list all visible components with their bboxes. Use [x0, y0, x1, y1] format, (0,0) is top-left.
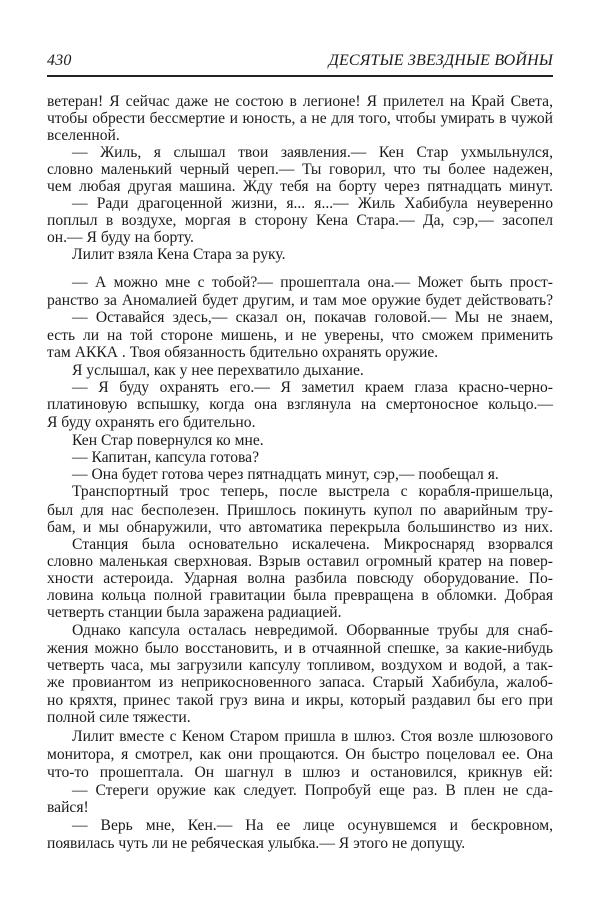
text-line: — Оставайся здесь,— сказал он, покачав головой.— Мы не знаем,	[72, 309, 553, 326]
text-line: Я буду охранять его бдительно.	[47, 414, 256, 431]
text-line: — А можно мне с тобой?— прошептала она.— Может быть прост-	[72, 274, 553, 291]
page-number: 430	[47, 52, 72, 69]
text-line: Станция была основательно искалечена. Микроснаряд взорвался	[72, 536, 553, 553]
text-line: Лилит вместе с Кеном Старом пришла в шлюз. Стоя возле шлюзового	[72, 728, 553, 745]
text-line: монитора, я смотрел, как они прощаются. Он быстро поцеловал ее. Она	[47, 746, 553, 763]
text-line: появилась чуть ли не ребяческая улыбка.— Я этого не допущу.	[47, 835, 466, 852]
text-line: — Жиль, я слышал твои заявления.— Кен Стар ухмыльнулся,	[72, 144, 553, 161]
text-line: Лилит взяла Кена Стара за руку.	[72, 246, 286, 263]
text-line: — Я буду охранять его.— Я заметил краем глаза красно-черно-	[72, 379, 553, 396]
text-line: словно маленькая сверхновая. Взрыв оставил огромный кратер на повер-	[47, 553, 553, 570]
text-line: там АККА . Твоя обязанность бдительно охранять оружие.	[47, 344, 439, 361]
text-line: Я услышал, как у нее перехватило дыхание.	[72, 362, 364, 379]
text-line: четверть станции была заражена радиацией.	[47, 604, 342, 621]
text-line: платиновую вспышку, когда она взглянула на смертоносное кольцо.—	[47, 396, 553, 413]
text-line: есть ли на той стороне мишень, и не уверены, что сможем применить	[47, 327, 553, 344]
text-line: Кен Стар повернулся ко мне.	[72, 432, 264, 449]
text-line: он.— Я буду на борту.	[47, 229, 194, 246]
text-line: Транспортный трос теперь, после выстрела с корабля-пришельца,	[72, 483, 553, 500]
text-line: ранство за Аномалией будет другим, и там мое оружие будет действовать?	[47, 292, 553, 309]
text-line: — Верь мне, Кен.— На ее лице осунувшемся и бескровном,	[72, 817, 553, 834]
text-line: словно маленький черный череп.— Ты говорил, что ты более надежен,	[47, 161, 553, 178]
text-line: четверть часа, мы загрузили капсулу топливом, воздухом и водой, а так-	[47, 657, 553, 674]
text-line: — Она будет готова через пятнадцать минут, сэр,— пообещал я.	[72, 466, 499, 483]
text-line: Однако капсула осталась невредимой. Оборванные трубы для снаб-	[72, 622, 553, 639]
text-line: — Капитан, капсула готова?	[72, 449, 259, 466]
text-line: ловина кольца полной гравитации была превращена в обломки. Добрая	[47, 587, 553, 604]
text-line: же провиантом из неприкосновенного запаса. Старый Хабибула, жалоб-	[47, 674, 553, 691]
text-line: что-то прошептала. Он шагнул в шлюз и остановился, крикнув ей:	[47, 764, 553, 781]
text-line: чем любая другая машина. Жду тебя на борту через пятнадцать минут.	[47, 178, 553, 195]
text-line: — Ради драгоценной жизни, я... я...— Жиль Хабибула неуверенно	[72, 195, 553, 212]
text-line: жения можно было восстановить, и в отчаянной спешке, за какие-нибудь	[47, 640, 553, 657]
text-line: поплыл в воздухе, моргая в сторону Кена Стара.— Да, сэр,— засопел	[47, 212, 553, 229]
text-line: хности астероида. Ударная волна разбила повсюду оборудование. По-	[47, 570, 553, 587]
text-line: бам, и мы обнаружили, что автоматика перекрыла большинство из них.	[47, 519, 553, 536]
text-line: вайся!	[47, 799, 89, 816]
text-line: чтобы обрести бессмертие и юность, а не для того, чтобы умирать в чужой	[47, 110, 553, 127]
running-title: ДЕСЯТЫЕ ЗВЕЗДНЫЕ ВОЙНЫ	[328, 52, 553, 69]
text-line: ветеран! Я сейчас даже не состою в легионе! Я прилетел на Край Света,	[47, 93, 553, 110]
text-line: полной силе тяжести.	[47, 709, 191, 726]
text-line: — Стереги оружие как следует. Попробуй еще раз. В плен не сда-	[72, 782, 553, 799]
header-rule	[47, 75, 553, 77]
text-line: но кряхтя, принес такой груз вина и икры, который раздавил бы его при	[47, 692, 553, 709]
text-line: вселенной.	[47, 127, 120, 144]
text-line: был для нас бесполезен. Пришлось покинуть купол по аварийным тру-	[47, 502, 553, 519]
